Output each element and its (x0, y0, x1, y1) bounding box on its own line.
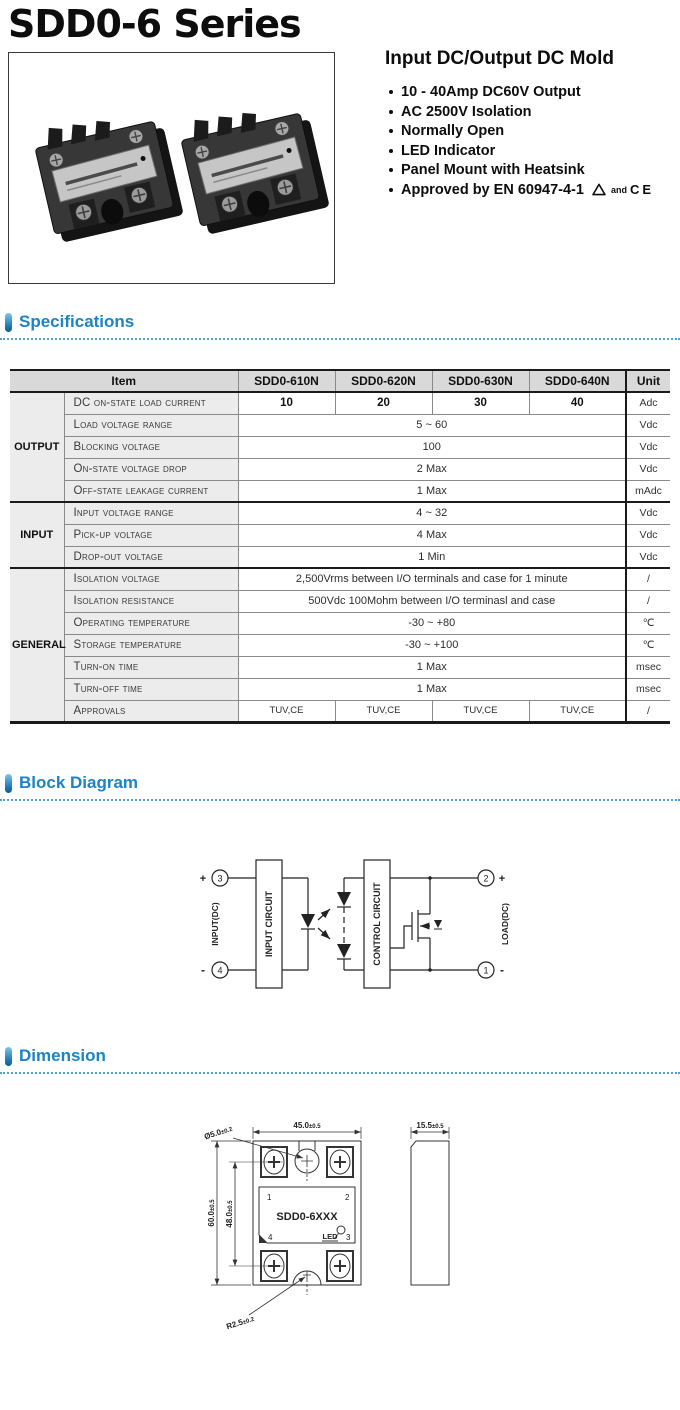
table-row (10, 392, 670, 414)
dim-terminal-4: 4 (268, 1233, 273, 1242)
unit-cell: Vdc (626, 414, 670, 436)
product-photo-frame (8, 52, 335, 284)
section-block-diagram (0, 773, 680, 801)
cell-value: 30 (432, 392, 529, 414)
item-header: Item (10, 370, 238, 392)
unit-cell: Vdc (626, 524, 670, 546)
row-label: Turn-off time (64, 678, 238, 700)
cell-value: 2 Max (238, 458, 626, 480)
cell-value: 5 ~ 60 (238, 414, 626, 436)
unit-cell: Adc (626, 392, 670, 414)
row-label: Isolation resistance (64, 590, 238, 612)
dim-height-outer-label: 60.0±0.5 (207, 1199, 216, 1227)
dim-radius-label: R2.5±0.2 (225, 1316, 256, 1332)
bullet-dot-icon (389, 168, 393, 172)
table-row (10, 612, 670, 634)
list-item (385, 83, 677, 102)
feature-text: Approved by EN 60947-4-1 (401, 181, 584, 198)
dimension-drawing (183, 1103, 493, 1363)
feature-text: LED Indicator (401, 142, 496, 159)
table-header-row (10, 370, 670, 392)
cell-value: 4 ~ 32 (238, 502, 626, 524)
table-row (10, 480, 670, 502)
row-label: Storage temperature (64, 634, 238, 656)
table-row (10, 546, 670, 568)
terminal-4-label: 4 (217, 965, 223, 976)
dim-hole-label: Ø5.0±0.2 (203, 1126, 234, 1142)
feature-list (385, 83, 677, 199)
table-row (10, 458, 670, 480)
polarity-plus: + (498, 873, 506, 885)
list-item (385, 161, 677, 180)
accent-bar-icon (5, 313, 12, 332)
unit-cell: mAdc (626, 480, 670, 502)
unit-cell: / (626, 568, 670, 590)
spec-table (10, 369, 670, 724)
table-row (10, 502, 670, 524)
row-label: Load voltage range (64, 414, 238, 436)
bullet-dot-icon (389, 188, 393, 192)
cell-value: 4 Max (238, 524, 626, 546)
dim-terminal-1: 1 (267, 1193, 272, 1202)
unit-cell: / (626, 700, 670, 722)
cell-value: 500Vdc 100Mohm between I/O terminasl and case (238, 590, 626, 612)
ce-mark: CE (629, 181, 655, 197)
section-title: Block Diagram (19, 773, 139, 792)
control-circuit-label: CONTROL CIRCUIT (372, 882, 382, 966)
product-photo-illustration (9, 53, 332, 281)
block-diagram-drawing (168, 848, 513, 1003)
bullet-dot-icon (389, 149, 393, 153)
unit-cell: Vdc (626, 436, 670, 458)
feature-text: 10 - 40Amp DC60V Output (401, 84, 581, 100)
row-label: On-state voltage drop (64, 458, 238, 480)
and-text: and (610, 184, 627, 195)
dim-terminal-2: 2 (345, 1193, 350, 1202)
row-label: Off-state leakage current (64, 480, 238, 502)
cell-value: 1 Max (238, 480, 626, 502)
list-item (385, 103, 677, 122)
cell-value: TUV,CE (335, 700, 432, 722)
model-header-highlighted: SDD0-610N (238, 370, 335, 392)
feature-text: Panel Mount with Heatsink (401, 162, 585, 178)
group-label-general: GENERAL (10, 568, 64, 722)
list-item (385, 181, 677, 200)
dim-led-label: LED (322, 1232, 338, 1241)
row-label: Isolation voltage (64, 568, 238, 590)
table-row (10, 524, 670, 546)
bullet-dot-icon (389, 90, 393, 94)
feature-text: AC 2500V Isolation (401, 103, 532, 120)
section-dimension (0, 1046, 680, 1074)
load-dc-label: LOAD(DC) (500, 902, 510, 946)
row-label: Blocking voltage (64, 436, 238, 458)
approval-marks (592, 181, 654, 200)
model-header: SDD0-640N (529, 370, 626, 392)
cell-value: 1 Min (238, 546, 626, 568)
cell-value: -30 ~ +80 (238, 612, 626, 634)
row-label: Input voltage range (64, 502, 238, 524)
dim-model-label: SDD0-6XXX (276, 1211, 338, 1223)
row-label: Drop-out voltage (64, 546, 238, 568)
tuv-triangle-icon (592, 183, 606, 196)
unit-cell: Vdc (626, 546, 670, 568)
row-label: Turn-on time (64, 656, 238, 678)
table-row (10, 414, 670, 436)
cell-value: -30 ~ +100 (238, 634, 626, 656)
section-specifications (0, 312, 680, 340)
dotted-divider (0, 799, 680, 801)
table-row (10, 678, 670, 700)
section-title: Specifications (19, 312, 135, 331)
section-title: Dimension (19, 1046, 106, 1065)
input-dc-label: INPUT(DC) (210, 902, 220, 946)
unit-cell: ℃ (626, 612, 670, 634)
cell-value: TUV,CE (432, 700, 529, 722)
dim-terminal-3: 3 (346, 1233, 351, 1242)
model-header: SDD0-620N (335, 370, 432, 392)
page-title: SDD0-6 Series (8, 2, 301, 46)
unit-cell: / (626, 590, 670, 612)
terminal-3-label: 3 (217, 873, 223, 884)
feature-text: Normally Open (401, 123, 505, 139)
polarity-minus: - (201, 963, 205, 977)
table-row (10, 700, 670, 722)
cell-value: TUV,CE (529, 700, 626, 722)
group-label-input: INPUT (10, 502, 64, 568)
unit-cell: Vdc (626, 502, 670, 524)
bullet-dot-icon (389, 110, 393, 114)
table-row (10, 656, 670, 678)
cell-value: 1 Max (238, 678, 626, 700)
cell-value: TUV,CE (238, 700, 335, 722)
spec-table-container (10, 369, 670, 724)
dim-depth-label: 15.5±0.5 (416, 1121, 444, 1130)
cell-value: 40 (529, 392, 626, 414)
row-label: Pick-up voltage (64, 524, 238, 546)
dotted-divider (0, 1072, 680, 1074)
intro-block (385, 48, 677, 199)
table-row (10, 568, 670, 590)
unit-header: Unit (626, 370, 670, 392)
list-item (385, 122, 677, 141)
table-row (10, 590, 670, 612)
terminal-2-label: 2 (483, 873, 489, 884)
dim-height-inner-label: 48.0±0.5 (225, 1200, 234, 1228)
cell-value: 20 (335, 392, 432, 414)
unit-cell: ℃ (626, 634, 670, 656)
cell-value: 100 (238, 436, 626, 458)
bullet-dot-icon (389, 129, 393, 133)
row-label: Approvals (64, 700, 238, 722)
polarity-minus: - (500, 963, 504, 977)
row-label: Operating temperature (64, 612, 238, 634)
polarity-plus: + (199, 873, 207, 885)
cell-value: 10 (238, 392, 335, 414)
accent-bar-icon (5, 1047, 12, 1066)
dim-width-label: 45.0±0.5 (293, 1121, 321, 1130)
cell-value: 2,500Vrms between I/O terminals and case for 1 minute (238, 568, 626, 590)
unit-cell: msec (626, 678, 670, 700)
dotted-divider (0, 338, 680, 340)
input-circuit-label: INPUT CIRCUIT (264, 891, 274, 957)
unit-cell: msec (626, 656, 670, 678)
table-row (10, 634, 670, 656)
row-label: DC on-state load current (64, 392, 238, 414)
unit-cell: Vdc (626, 458, 670, 480)
list-item (385, 142, 677, 161)
intro-heading: Input DC/Output DC Mold (385, 48, 614, 69)
table-row (10, 436, 670, 458)
group-label-output: OUTPUT (10, 392, 64, 502)
model-header: SDD0-630N (432, 370, 529, 392)
cell-value: 1 Max (238, 656, 626, 678)
terminal-1-label: 1 (483, 965, 489, 976)
accent-bar-icon (5, 774, 12, 793)
